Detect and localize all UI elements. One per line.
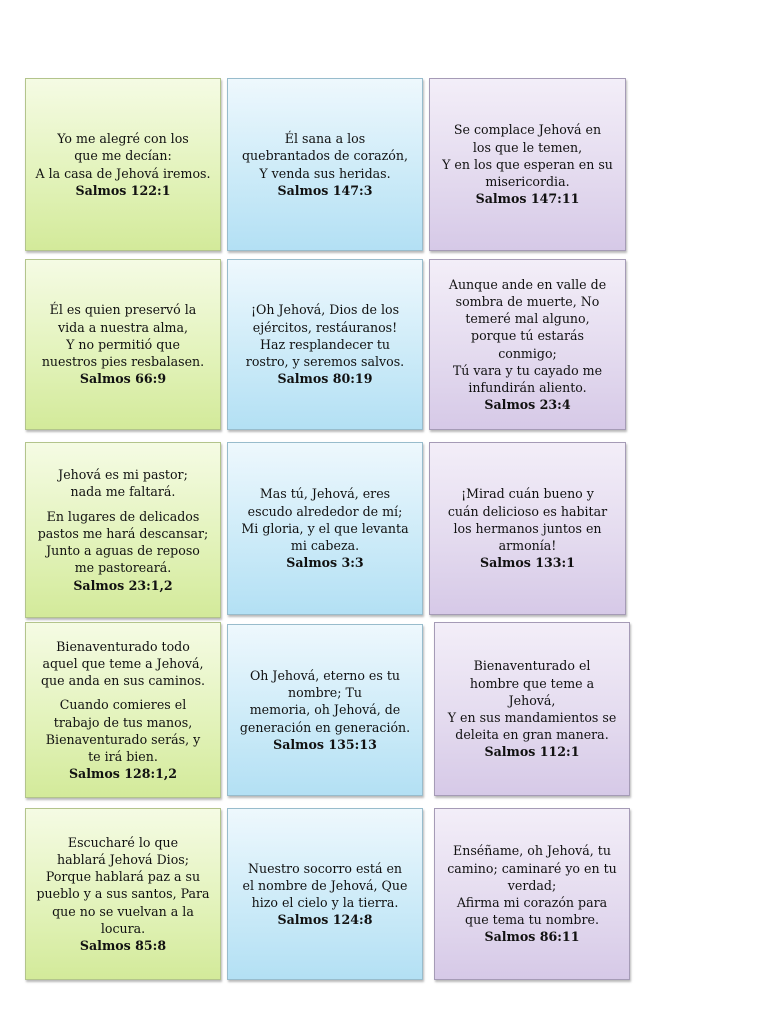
verse-text: Mas tú, Jehová, eres escudo alrededor de mí; Mi gloria, y el que levanta mi cabeza. xyxy=(241,486,409,554)
verse-card-salmos-80-19 xyxy=(227,259,423,430)
verse-reference: Salmos 147:11 xyxy=(475,191,580,207)
verse-text: Él sana a los quebrantados de corazón, Y venda sus heridas. xyxy=(241,131,409,181)
verse-reference: Salmos 66:9 xyxy=(79,371,167,387)
verse-reference: Salmos 112:1 xyxy=(484,744,580,760)
verse-reference: Salmos 80:19 xyxy=(277,371,373,387)
verse-card-salmos-135-13 xyxy=(227,624,423,796)
verse-reference: Salmos 124:8 xyxy=(277,912,373,928)
verse-card-salmos-23-4 xyxy=(429,259,626,430)
verse-reference: Salmos 85:8 xyxy=(79,938,167,953)
verse-card-salmos-3-3 xyxy=(227,442,423,615)
verse-reference: Salmos 135:13 xyxy=(273,736,377,752)
verse-card-salmos-85-8 xyxy=(25,808,221,980)
verse-card-salmos-112-1 xyxy=(434,622,630,796)
verse-card-salmos-147-3 xyxy=(227,78,423,251)
verse-text: Nuestro socorro está en el nombre de Jehová, Que hizo el cielo y la tierra. xyxy=(242,860,408,910)
verse-text: Enséñame, oh Jehová, tu camino; caminaré yo en tu verdad; Afirma mi corazón para que tema tu nombre. xyxy=(447,843,617,928)
verse-text: Él es quien preservó la vida a nuestra alma, Y no permitió que nuestros pies resbalasen. xyxy=(41,302,205,370)
verse-card-salmos-66-9 xyxy=(25,259,221,430)
verse-card-salmos-86-11 xyxy=(434,808,630,980)
verse-text: Oh Jehová, eterno es tu nombre; Tu memoria, oh Jehová, de generación en generación. xyxy=(239,667,411,735)
verse-text: ¡Mirad cuán bueno y cuán delicioso es habitar los hermanos juntos en armonía! xyxy=(447,486,608,554)
verse-text: Bienaventurado todo aquel que teme a Jehová, que anda en sus caminos. xyxy=(40,638,206,689)
verse-reference: Salmos 122:1 xyxy=(75,182,171,198)
verse-reference: Salmos 23:4 xyxy=(484,397,571,413)
verse-reference: Salmos 23:1,2 xyxy=(73,577,173,593)
verse-card-salmos-122-1 xyxy=(25,78,221,251)
verse-text: Jehová es mi pastor; nada me faltará. xyxy=(58,467,188,500)
verse-card-salmos-23-1-2 xyxy=(25,442,221,618)
verse-text: Escucharé lo que hablará Jehová Dios; Porque hablará paz a su pueblo y a sus santos, Para que no se vuelvan a la locura. xyxy=(36,834,210,936)
verse-reference: Salmos 133:1 xyxy=(480,555,575,571)
verse-card-salmos-128-1-2 xyxy=(25,622,221,798)
verse-card-salmos-124-8 xyxy=(227,808,423,980)
verse-reference: Salmos 128:1,2 xyxy=(68,766,178,782)
verse-text-continued: En lugares de delicados pastos me hará descansar; Junto a aguas de reposo me pastoreará. xyxy=(37,508,209,576)
verse-text: Yo me alegré con los que me decían: A la casa de Jehová iremos. xyxy=(35,131,211,181)
verse-reference: Salmos 147:3 xyxy=(277,182,373,198)
verse-reference: Salmos 3:3 xyxy=(286,555,364,571)
verse-card-salmos-147-11 xyxy=(429,78,626,251)
verse-text: Se complace Jehová en los que le temen, Y en los que esperan en su misericordia. xyxy=(442,122,613,190)
verse-text: Aunque ande en valle de sombra de muerte, No temeré mal alguno, porque tú estarás conmigo; Tú vara y tu cayado me infundirán aliento. xyxy=(448,276,607,395)
verse-text-continued: Cuando comieres el trabajo de tus manos, Bienaventurado serás, y te irá bien. xyxy=(45,697,201,764)
verse-text: ¡Oh Jehová, Dios de los ejércitos, restáuranos! Haz resplandecer tu rostro, y seremos salvos. xyxy=(245,302,405,370)
verse-text: Bienaventurado el hombre que teme a Jehová, Y en sus mandamientos se deleita en gran manera. xyxy=(447,658,617,743)
verse-reference: Salmos 86:11 xyxy=(484,929,580,945)
verse-card-salmos-133-1 xyxy=(429,442,626,615)
